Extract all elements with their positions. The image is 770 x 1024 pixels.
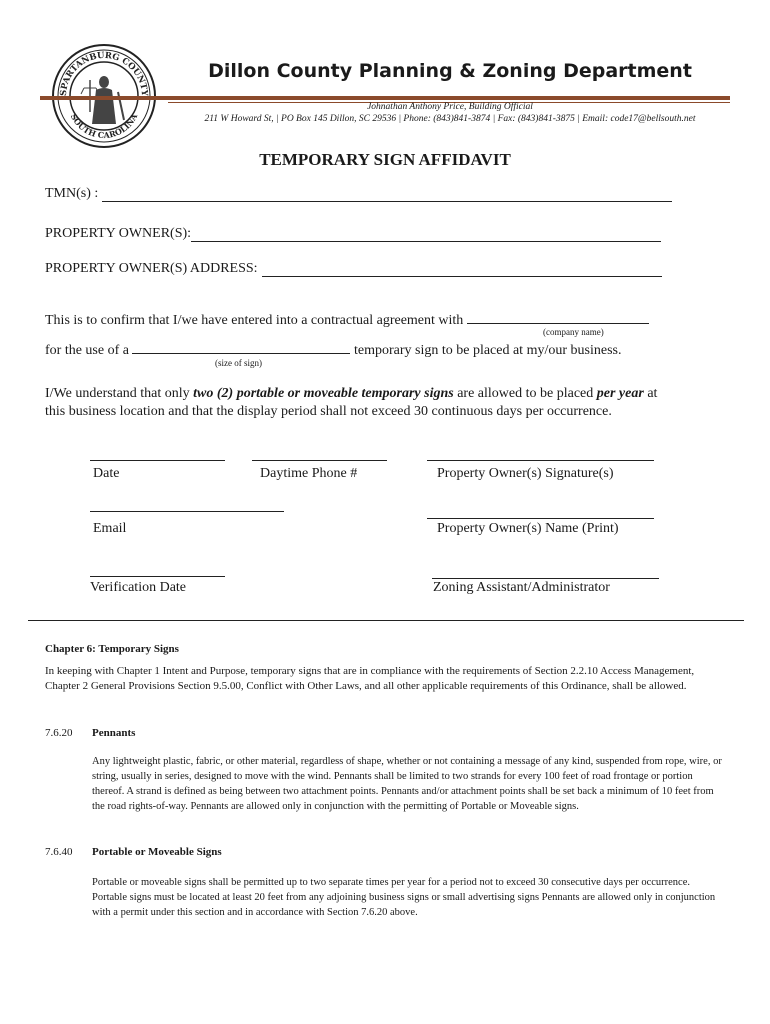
verification-date-line[interactable]	[90, 576, 225, 577]
section-number: 7.6.20	[45, 727, 73, 739]
zoning-admin-line[interactable]	[432, 578, 659, 579]
tmn-label: TMN(s) :	[45, 186, 99, 201]
owner-name-label: Property Owner(s) Name (Print)	[437, 521, 619, 536]
owner-signature-label: Property Owner(s) Signature(s)	[437, 466, 614, 481]
use-suffix: temporary sign to be placed at my/our business.	[353, 343, 622, 358]
section-divider	[28, 620, 744, 621]
date-line[interactable]	[90, 460, 225, 461]
daytime-phone-line[interactable]	[252, 460, 387, 461]
tmn-input-line[interactable]	[102, 189, 672, 202]
owner-name-line[interactable]	[427, 518, 654, 519]
section-title: Portable or Moveable Signs	[92, 846, 222, 858]
property-owner-input-line[interactable]	[191, 229, 661, 242]
zoning-admin-label: Zoning Assistant/Administrator	[433, 580, 610, 595]
company-caption: (company name)	[543, 327, 604, 337]
section-number: 7.6.40	[45, 846, 73, 858]
size-caption: (size of sign)	[215, 358, 262, 368]
verification-date-label: Verification Date	[90, 580, 187, 595]
seal-bottom-text: SOUTH CAROLINA	[68, 111, 140, 141]
understand-emphasis: two (2) portable or moveable temporary signs	[193, 386, 454, 401]
chapter-title: Chapter 6: Temporary Signs	[45, 643, 179, 655]
building-official: Johnathan Anthony Price, Building Official	[367, 102, 533, 112]
owner-address-input-line[interactable]	[262, 264, 662, 277]
property-owner-label: PROPERTY OWNER(S):	[45, 226, 192, 241]
understand-mid: are allowed to be placed	[457, 386, 594, 401]
email-label: Email	[93, 521, 127, 536]
section-body: Portable or moveable signs shall be permitted up to two separate times per year for a period not to exceed 30 consecutive days per occurrence. Portable signs must be located at least 20 feet from any adjoining business signs or small advertising signs Pennants are allowed only in conjunction with a permit under this section and in accordance with Section 7.6.20 above.	[92, 877, 716, 918]
section-body: Any lightweight plastic, fabric, or other material, regardless of shape, whether or not containing a message of any kind, suspended from rope, wire, or string, usually in series, designed to move with the wind. Pennants shall be limited to two strands for every 100 feet of road frontage or portion thereof. A strand is defined as being between two attachment points. Pennants and/or attachment points shall be set back a minimum of 10 feet from the road rights-of-way. Pennants are allowed only in conjunction with the permitting of Portable or Moveable signs.	[92, 756, 722, 812]
owner-signature-line[interactable]	[427, 460, 654, 461]
understand-paragraph-line2: this business location and that the display period shall not exceed 30 continuous days per occurrence.	[45, 404, 612, 419]
use-line	[45, 341, 621, 359]
use-prefix: for the use of a	[45, 343, 129, 358]
owner-address-field	[45, 261, 662, 277]
understand-pre: I/We understand that only	[45, 386, 190, 401]
understand-paragraph-line1	[45, 386, 657, 402]
email-line[interactable]	[90, 511, 284, 512]
agreement-text: This is to confirm that I/we have entered into a contractual agreement with	[45, 313, 464, 328]
understand-per-year: per year	[596, 386, 644, 401]
tmn-field	[45, 186, 672, 202]
seal-top-text: SPARTANBURG COUNTY	[58, 50, 150, 97]
department-title: Dillon County Planning & Zoning Department	[208, 60, 692, 82]
chapter-intro: In keeping with Chapter 1 Intent and Purpose, temporary signs that are in compliance with the requirements of Section 2.2.10 Access Management, Chapter 2 General Provisions Section 9.5.00, Conflict with Other Laws, and all other applicable requirements of this Ordinance, shall be allowed.	[45, 665, 695, 692]
section-title: Pennants	[92, 727, 136, 739]
daytime-phone-label: Daytime Phone #	[260, 466, 358, 481]
sign-size-input-line[interactable]	[132, 341, 350, 354]
header-rule	[40, 96, 730, 100]
date-label: Date	[93, 466, 120, 481]
company-name-input-line[interactable]	[467, 311, 649, 324]
property-owner-field	[45, 226, 661, 242]
form-title: TEMPORARY SIGN AFFIDAVIT	[259, 150, 511, 169]
contact-info: 211 W Howard St, | PO Box 145 Dillon, SC 29536 | Phone: (843)841-3874 | Fax: (843)841-3875 | Email: code17@bellsouth.net	[204, 114, 696, 124]
understand-post: at	[647, 386, 658, 401]
owner-address-label: PROPERTY OWNER(S) ADDRESS:	[45, 261, 258, 276]
